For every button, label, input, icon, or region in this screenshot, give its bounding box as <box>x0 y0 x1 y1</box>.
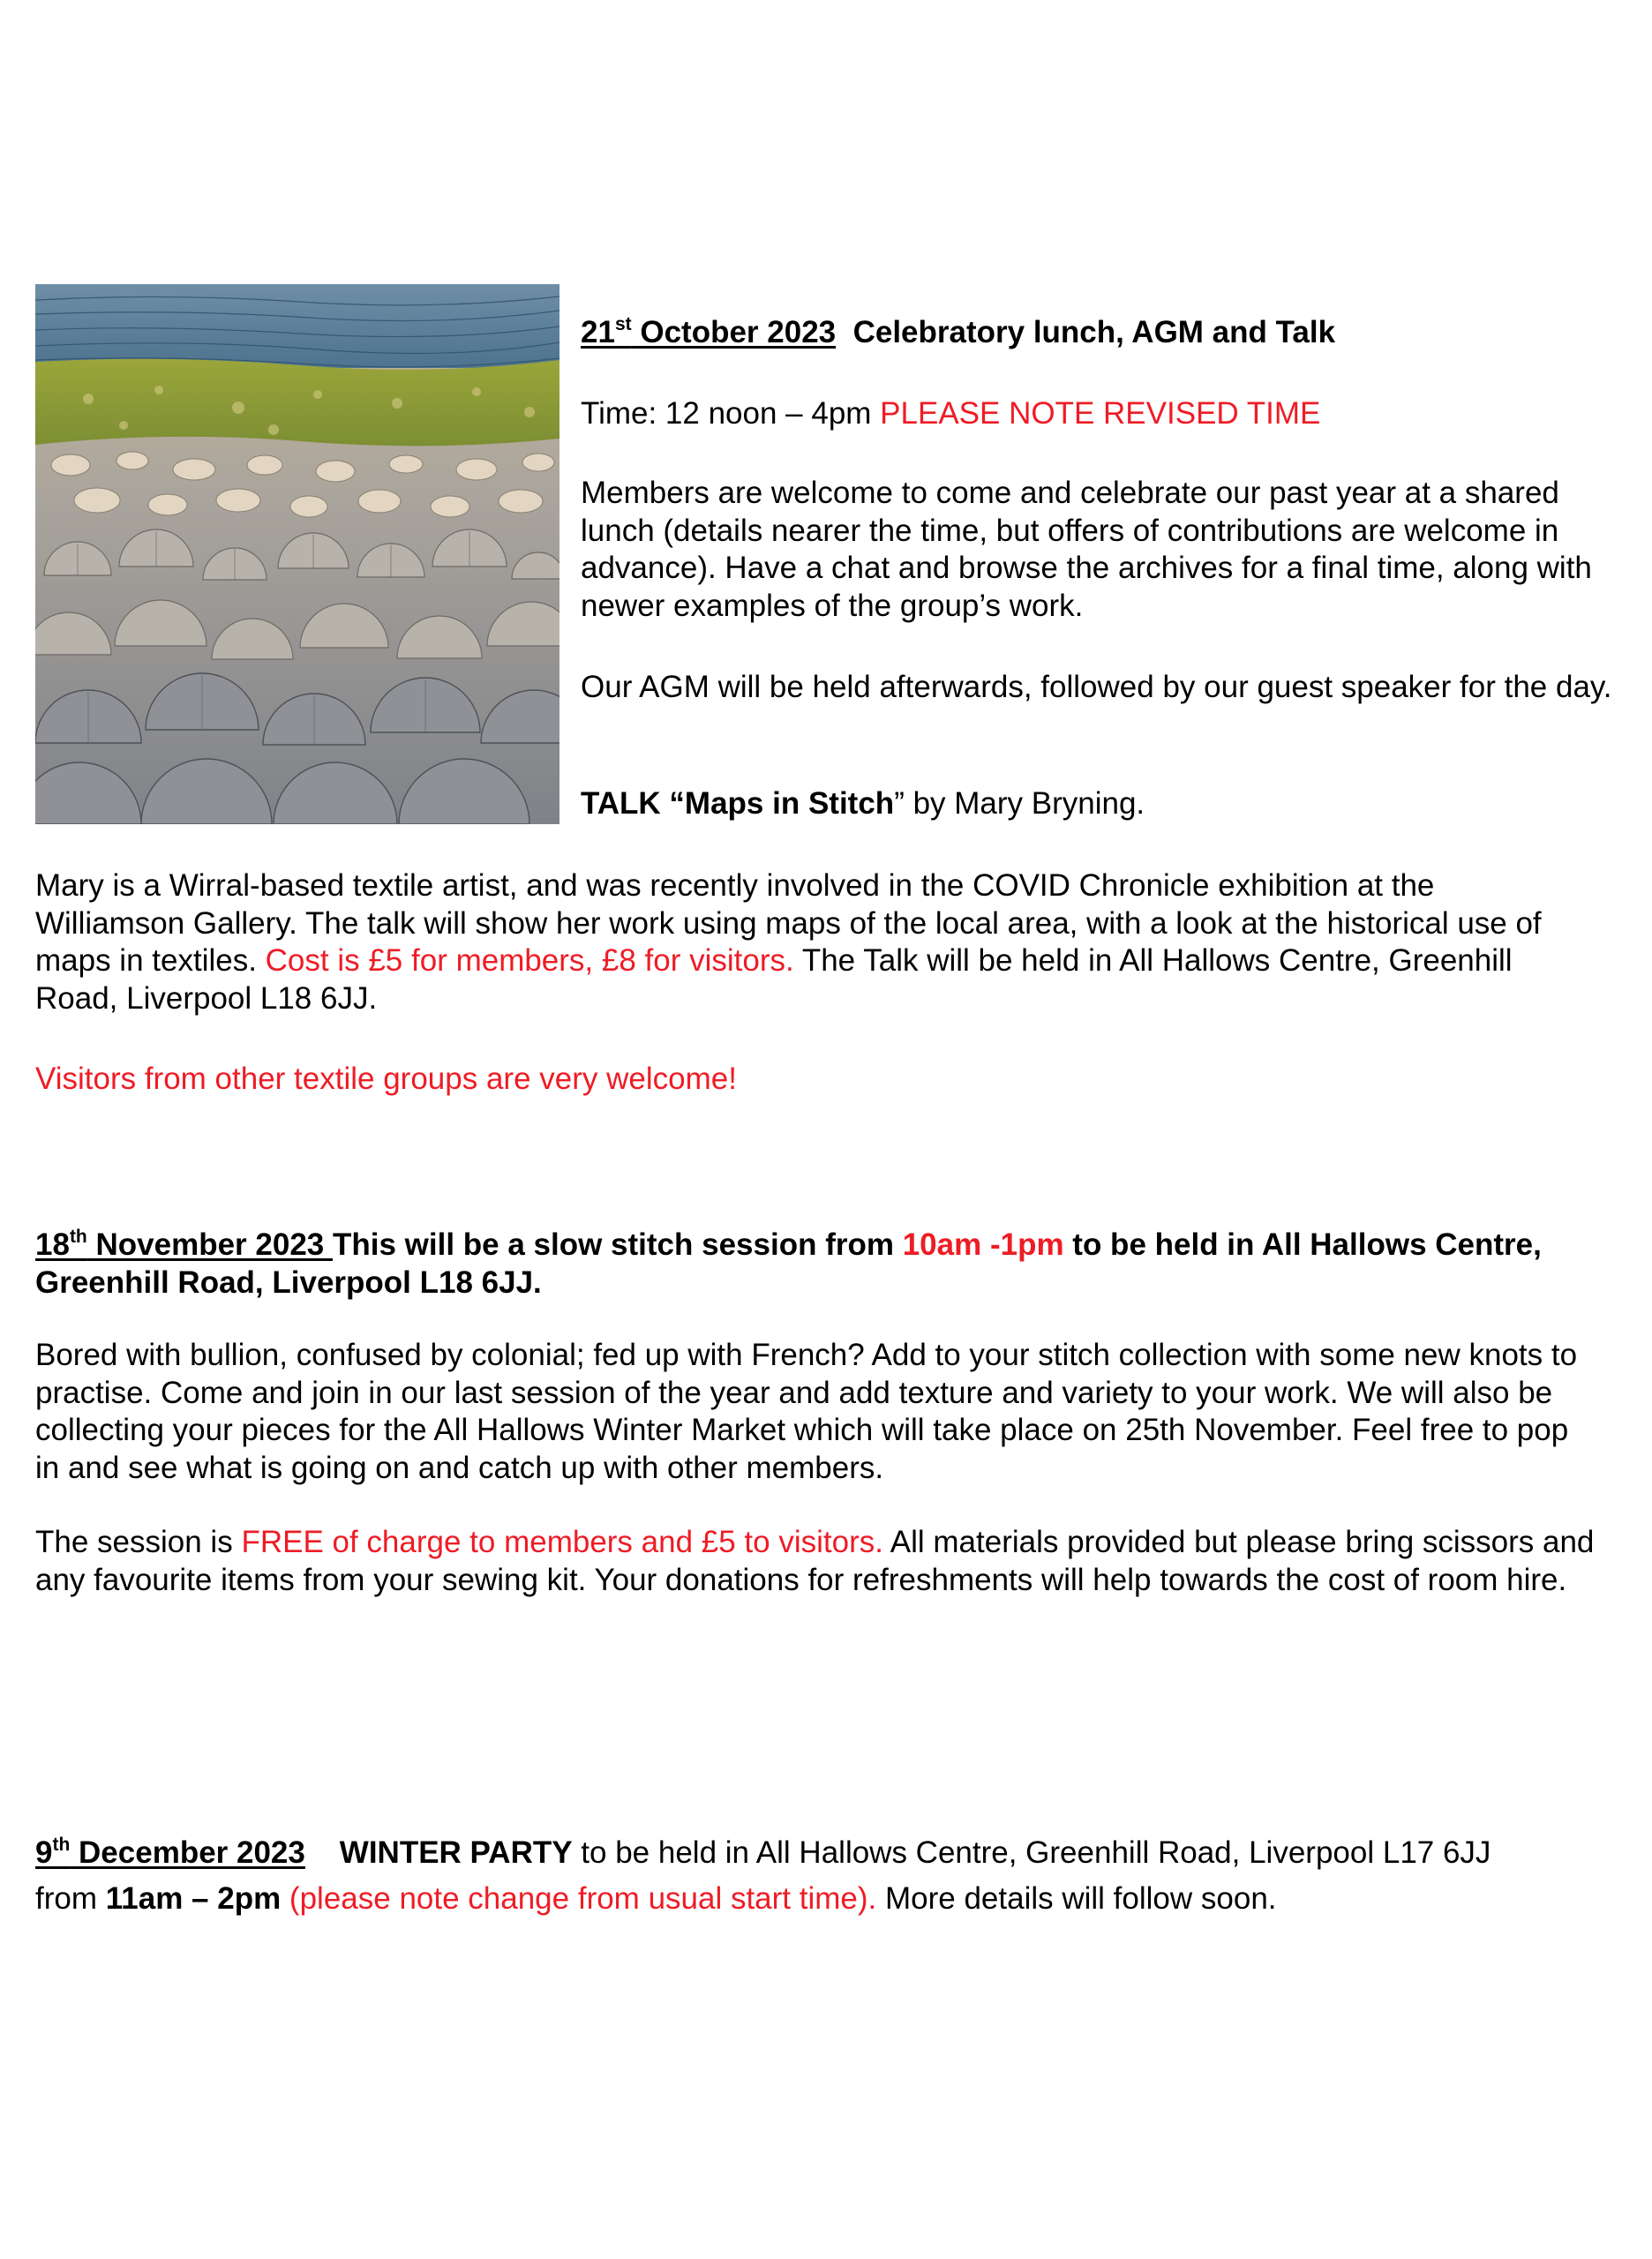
december-title: WINTER PARTY <box>339 1835 573 1870</box>
talk-venue: The Talk will be held in All Hallows Centre, Greenhill Road, Liverpool L18 6JJ. <box>35 943 1513 1016</box>
november-cost-suffix: All materials provided but please bring scissors and any favourite items from your sewing kit. Your donations for refreshments will help towards the cost of room hire. <box>35 1525 1595 1597</box>
october-agm: Our AGM will be held afterwards, followed by our guest speaker for the day. <box>581 670 1612 704</box>
speaker-bio-text: Mary is a Wirral-based textile artist, and was recently involved in the COVID Chronicle exhibition at the Williamson Gallery. The talk will show her work using maps of the local area, with a look at the historical use of maps in textiles. <box>35 868 1542 978</box>
october-time-label: Time: 12 noon – 4pm <box>581 396 881 431</box>
december-from: from <box>35 1881 106 1916</box>
november-date-day: 18 <box>35 1227 70 1262</box>
october-date-suffix: st <box>614 314 632 334</box>
december-more: More details will follow soon. <box>876 1881 1277 1916</box>
november-heading <box>35 1227 1588 1302</box>
october-time <box>581 395 1320 433</box>
december-event <box>35 1830 1624 1922</box>
october-date-rest: October 2023 <box>631 315 837 349</box>
talk-cost: Cost is £5 for members, £8 for visitors. <box>265 943 794 978</box>
talk-title: TALK “Maps in Stitch <box>581 786 895 821</box>
october-title: Celebratory lunch, AGM and Talk <box>852 315 1336 349</box>
december-time: 11am – 2pm <box>105 1881 282 1916</box>
november-date <box>35 1227 333 1262</box>
november-venue: to be held in All Hallows Centre, Greenhill Road, Liverpool L18 6JJ. <box>35 1227 1542 1300</box>
december-date <box>35 1835 305 1870</box>
november-time: 10am -1pm <box>902 1227 1064 1262</box>
talk-speaker: ” by Mary Bryning. <box>894 786 1145 821</box>
october-heading <box>581 314 1335 352</box>
november-date-rest: November 2023 <box>86 1227 333 1262</box>
october-time-note: PLEASE NOTE REVISED TIME <box>880 396 1321 431</box>
december-date-rest: December 2023 <box>70 1835 305 1870</box>
november-cost-prefix: The session is <box>35 1525 242 1559</box>
november-intro: This will be a slow stitch session from <box>332 1227 903 1262</box>
december-date-suffix: th <box>52 1835 71 1855</box>
speaker-bio <box>35 867 1544 1017</box>
november-cost <box>35 1524 1615 1599</box>
october-date-day: 21 <box>581 315 615 349</box>
october-talk <box>581 785 1145 823</box>
pebbles-and-shells-picture <box>35 284 559 824</box>
visitors-note: Visitors from other textile groups are very welcome! <box>35 1062 737 1096</box>
october-date <box>581 315 836 349</box>
textile-artwork-image <box>35 284 559 824</box>
december-note: (please note change from usual start time). <box>281 1881 877 1916</box>
november-date-suffix: th <box>69 1227 87 1247</box>
november-cost-highlight: FREE of charge to members and £5 to visitors. <box>241 1525 883 1559</box>
december-date-day: 9 <box>35 1835 53 1870</box>
december-venue: to be held in All Hallows Centre, Greenhill Road, Liverpool L17 6JJ <box>572 1835 1491 1870</box>
october-description: Members are welcome to come and celebrate our past year at a shared lunch (details nearer the time, but offers of contributions are welcome in advance). Have a chat and browse the archives for a final time, along with newer examples of the group’s work. <box>581 476 1592 623</box>
november-description: Bored with bullion, confused by colonial; fed up with French? Add to your stitch collection with some new knots to practise. Come and join in our last session of the year and add texture and variety to your work. We will also be collecting your pieces for the All Hallows Winter Market which will take place on 25th November. Feel free to pop in and see what is going on and catch up with other members. <box>35 1338 1578 1485</box>
